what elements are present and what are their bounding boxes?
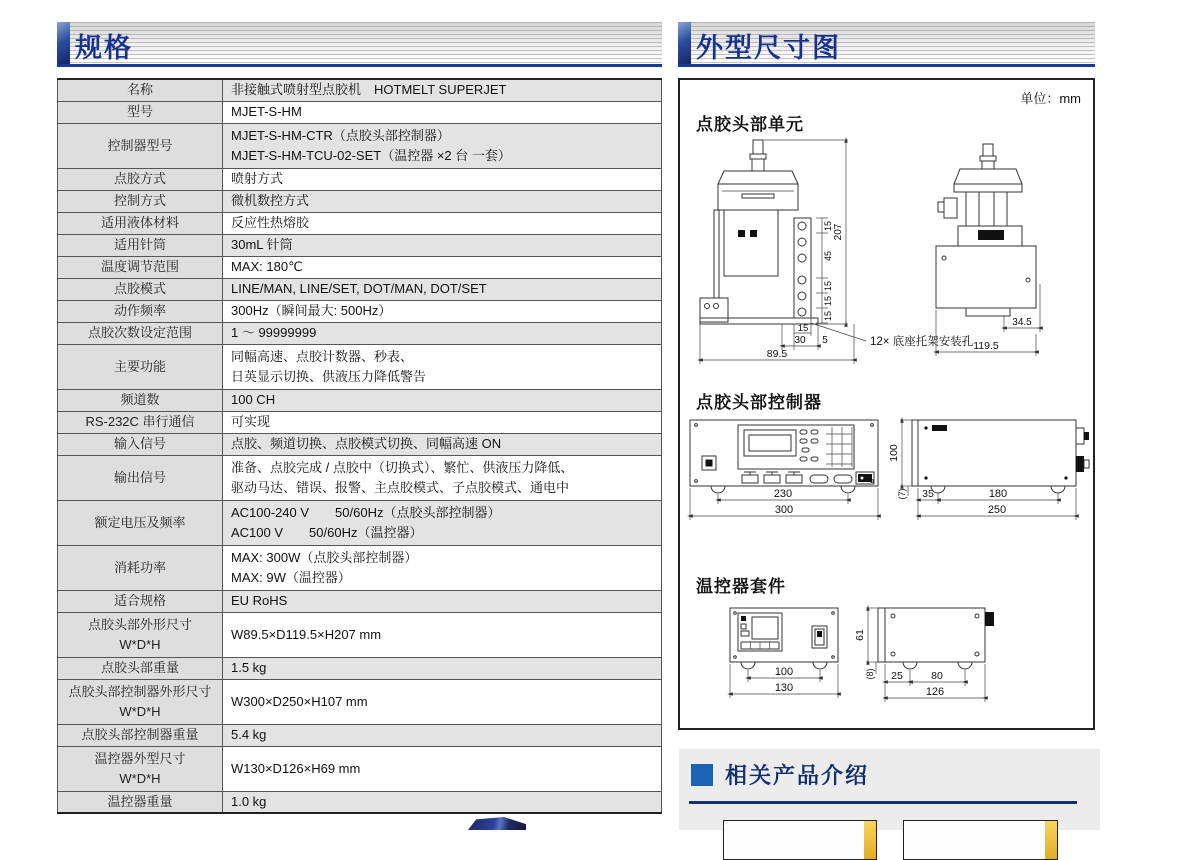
svg-text:15: 15: [823, 280, 833, 292]
spec-row: [58, 123, 662, 168]
spec-value: 反应性热熔胶: [223, 212, 662, 234]
spec-value: 1.5 kg: [223, 657, 662, 679]
related-products-title: 相关产品介绍: [725, 763, 870, 788]
spec-value: 点胶、频道切换、点胶模式切换、同幅高速 ON: [223, 433, 662, 455]
spec-row: [58, 322, 662, 344]
spec-label: 点胶方式: [58, 168, 223, 190]
spec-table-container: [57, 78, 662, 814]
spec-label: 主要功能: [58, 344, 223, 389]
spec-label: 适合规格: [58, 590, 223, 612]
spec-label: 温度调节范围: [58, 256, 223, 278]
spec-label: 频道数: [58, 389, 223, 411]
unit-label: 单位：mm: [1020, 91, 1081, 106]
spec-value: 5.4 kg: [223, 724, 662, 746]
svg-text:(8): (8): [865, 668, 875, 680]
spec-row: [58, 168, 662, 190]
spec-row: [58, 791, 662, 813]
spec-value: MJET-S-HM: [223, 101, 662, 123]
spec-label: 消耗功率: [58, 545, 223, 590]
spec-value: MAX: 180℃: [223, 256, 662, 278]
tcu-heading: 温控器套件: [696, 577, 786, 596]
spec-label: 额定电压及频率: [58, 500, 223, 545]
spec-label: 适用针筒: [58, 234, 223, 256]
spec-row: [58, 79, 662, 101]
product-photo-fragment: [468, 817, 526, 830]
svg-text:126: 126: [925, 686, 945, 698]
spec-row: [58, 101, 662, 123]
spec-row: [58, 590, 662, 612]
spec-title: 规格: [75, 33, 133, 63]
spec-label: 点胶头部外形尺寸 W*D*H: [58, 612, 223, 657]
spec-value: 1.0 kg: [223, 791, 662, 813]
spec-value: 喷射方式: [223, 168, 662, 190]
spec-label: 温控器外型尺寸 W*D*H: [58, 746, 223, 791]
spec-label: 点胶头部控制器外形尺寸 W*D*H: [58, 679, 223, 724]
spec-label: 点胶模式: [58, 278, 223, 300]
heading-underline: [689, 801, 1077, 804]
related-product-card: [723, 820, 877, 860]
spec-row: [58, 746, 662, 791]
spec-label: 型号: [58, 101, 223, 123]
spec-row: [58, 300, 662, 322]
spec-label: 点胶头部重量: [58, 657, 223, 679]
blue-square-bullet-icon: [691, 764, 713, 786]
svg-text:(7): (7): [897, 488, 907, 500]
spec-row: [58, 212, 662, 234]
svg-text:15: 15: [823, 310, 833, 322]
spec-value: MJET-S-HM-CTR（点胶头部控制器） MJET-S-HM-TCU-02-SET（温控器 ×2 台 一套）: [223, 123, 662, 168]
svg-text:119.5: 119.5: [973, 340, 999, 352]
spec-table: [57, 78, 662, 814]
spec-label: 控制方式: [58, 190, 223, 212]
related-product-card: [903, 820, 1058, 860]
spec-row: [58, 433, 662, 455]
spec-row: [58, 234, 662, 256]
svg-text:250: 250: [987, 504, 1007, 516]
dimension-diagram-box: [678, 78, 1095, 730]
spec-row: [58, 411, 662, 433]
spec-value: MAX: 300W（点胶头部控制器） MAX: 9W（温控器）: [223, 545, 662, 590]
head-unit-drawing: [686, 134, 1090, 384]
svg-text:30: 30: [794, 335, 806, 346]
spec-value: 非接触式喷射型点胶机 HOTMELT SUPERJET: [223, 79, 662, 101]
spec-row: [58, 545, 662, 590]
svg-text:100: 100: [888, 444, 900, 462]
svg-text:12× 底座托架安装孔: 12× 底座托架安装孔: [870, 336, 974, 348]
spec-label: 适用液体材料: [58, 212, 223, 234]
spec-label: 动作频率: [58, 300, 223, 322]
controller-heading: 点胶头部控制器: [696, 393, 822, 412]
spec-section-header: [57, 22, 662, 67]
svg-text:25: 25: [891, 670, 903, 682]
svg-text:130: 130: [774, 682, 794, 694]
spec-value: 准备、点胶完成 / 点胶中（切换式）、繁忙、供液压力降低、 驱动马达、错误、报警、主点胶模式、子点胶模式、通电中: [223, 455, 662, 500]
head-unit-heading: 点胶头部单元: [696, 115, 804, 134]
spec-row: [58, 657, 662, 679]
header-accent-bar: [57, 22, 70, 64]
svg-text:15: 15: [797, 323, 809, 334]
dims-title: 外型尺寸图: [696, 33, 841, 63]
spec-value: EU RoHS: [223, 590, 662, 612]
spec-row: [58, 679, 662, 724]
yellow-accent-edge: [1045, 821, 1057, 859]
header-accent-bar: [678, 22, 691, 64]
svg-text:300: 300: [774, 504, 794, 516]
spec-value: 100 CH: [223, 389, 662, 411]
dims-section-header: [678, 22, 1095, 67]
svg-text:61: 61: [854, 629, 866, 641]
svg-text:89.5: 89.5: [766, 348, 788, 360]
svg-text:45: 45: [823, 250, 833, 262]
spec-row: [58, 612, 662, 657]
spec-value: 同幅高速、点胶计数器、秒表、 日英显示切换、供液压力降低警告: [223, 344, 662, 389]
spec-value: LINE/MAN, LINE/SET, DOT/MAN, DOT/SET: [223, 278, 662, 300]
spec-value: 300Hz（瞬间最大: 500Hz）: [223, 300, 662, 322]
tcu-drawing: [690, 598, 1086, 716]
spec-label: 控制器型号: [58, 123, 223, 168]
spec-row: [58, 455, 662, 500]
spec-row: [58, 190, 662, 212]
spec-row: [58, 344, 662, 389]
spec-label: 点胶次数设定范围: [58, 322, 223, 344]
spec-value: 微机数控方式: [223, 190, 662, 212]
controller-drawing: [686, 414, 1090, 532]
svg-text:35: 35: [922, 488, 934, 500]
yellow-accent-edge: [864, 821, 876, 859]
spec-value: 1 ～ 99999999: [223, 322, 662, 344]
spec-row: [58, 389, 662, 411]
spec-row: [58, 278, 662, 300]
related-products-heading: [691, 759, 869, 790]
spec-label: 输出信号: [58, 455, 223, 500]
spec-row: [58, 724, 662, 746]
svg-text:180: 180: [988, 488, 1008, 500]
spec-label: RS-232C 串行通信: [58, 411, 223, 433]
spec-row: [58, 500, 662, 545]
spec-label: 温控器重量: [58, 791, 223, 813]
svg-text:5: 5: [822, 335, 828, 346]
spec-label: 名称: [58, 79, 223, 101]
spec-value: 可实现: [223, 411, 662, 433]
related-products-section: [679, 749, 1100, 830]
spec-value: W89.5×D119.5×H207 mm: [223, 612, 662, 657]
spec-value: W300×D250×H107 mm: [223, 679, 662, 724]
spec-value: AC100-240 V 50/60Hz（点胶头部控制器） AC100 V 50/60Hz（温控器）: [223, 500, 662, 545]
spec-value: W130×D126×H69 mm: [223, 746, 662, 791]
spec-value: 30mL 针筒: [223, 234, 662, 256]
spec-label: 点胶头部控制器重量: [58, 724, 223, 746]
svg-text:100: 100: [774, 666, 794, 678]
svg-text:15: 15: [823, 295, 833, 307]
svg-text:80: 80: [931, 670, 943, 682]
svg-text:15: 15: [823, 220, 833, 232]
spec-row: [58, 256, 662, 278]
svg-text:230: 230: [773, 488, 793, 500]
svg-text:207: 207: [833, 223, 844, 241]
svg-text:34.5: 34.5: [1012, 317, 1032, 328]
spec-label: 输入信号: [58, 433, 223, 455]
